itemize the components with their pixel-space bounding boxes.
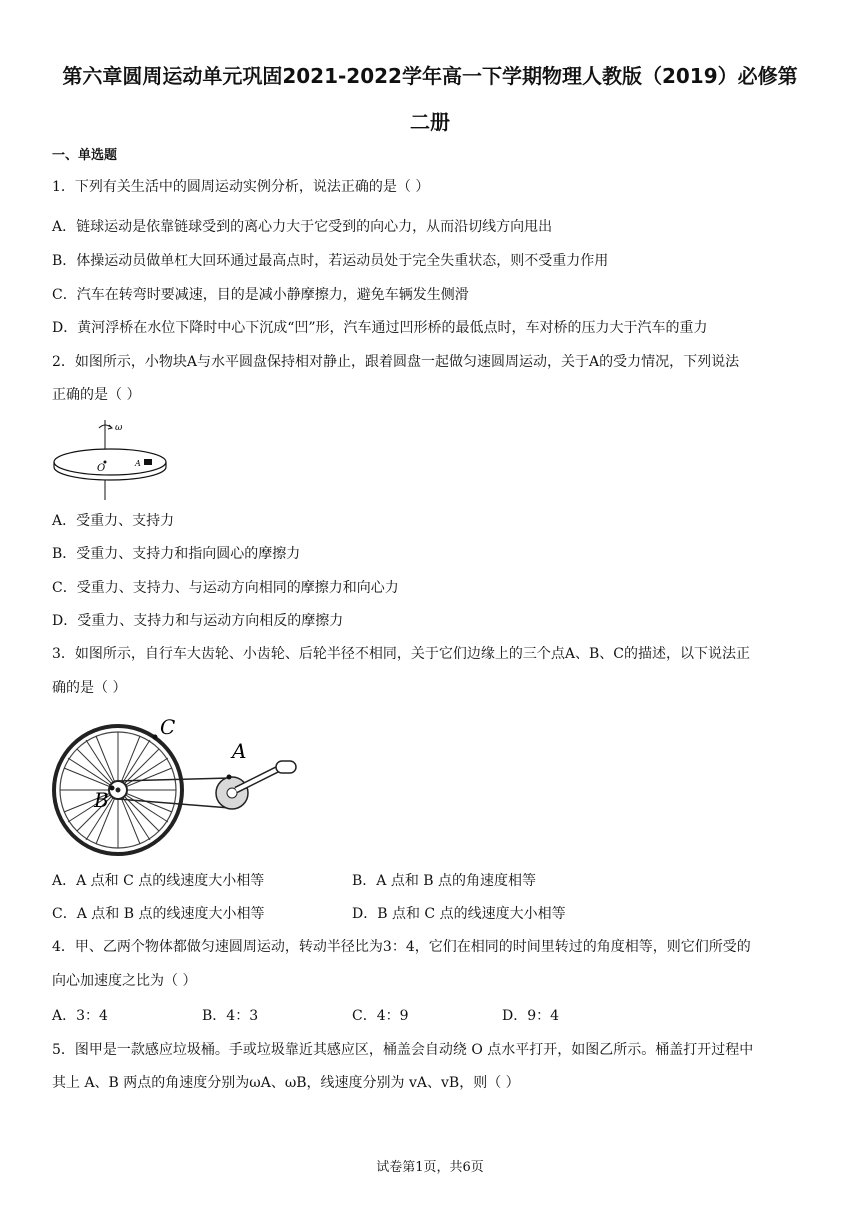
q2-option-c: C．受重力、支持力、与运动方向相同的摩擦力和向心力 bbox=[52, 580, 399, 596]
point-a-label: A bbox=[232, 739, 247, 763]
section-heading: 一、单选题 bbox=[52, 148, 118, 163]
q2-option-a: A．受重力、支持力 bbox=[52, 513, 175, 529]
q3-option-a: A．A 点和 C 点的线速度大小相等 bbox=[52, 873, 265, 889]
q4-option-c: C．4：9 bbox=[352, 1008, 409, 1024]
block-a-label: A bbox=[135, 459, 141, 468]
q3-stem-line1: 3．如图所示，自行车大齿轮、小齿轮、后轮半径不相同，关于它们边缘上的三个点A、B、C的描述，以下说法正 bbox=[52, 646, 751, 662]
point-b-label: B bbox=[94, 788, 109, 812]
page-title-continued: 二册 bbox=[410, 110, 450, 134]
q2-option-b: B．受重力、支持力和指向圆心的摩擦力 bbox=[52, 546, 301, 562]
bicycle-wheel-figure bbox=[52, 710, 302, 860]
q5-stem-line2: 其上 A、B 两点的角速度分别为ωA、ωB，线速度分别为 vA、vB，则（ ） bbox=[52, 1075, 520, 1091]
q1-option-d: D．黄河浮桥在水位下降时中心下沉成“凹”形，汽车通过凹形桥的最低点时，车对桥的压力大于汽车的重力 bbox=[52, 320, 708, 336]
q1-option-b: B．体操运动员做单杠大回环通过最高点时，若运动员处于完全失重状态，则不受重力作用 bbox=[52, 253, 609, 269]
q3-option-b: B．A 点和 B 点的角速度相等 bbox=[352, 873, 537, 889]
center-o-label: O bbox=[97, 463, 106, 474]
q2-stem-line2: 正确的是（ ） bbox=[52, 387, 141, 403]
omega-label: ω bbox=[115, 423, 123, 433]
page-title: 第六章圆周运动单元巩固2021-2022学年高一下学期物理人教版（2019）必修第 bbox=[62, 64, 798, 88]
q2-option-d: D．受重力、支持力和与运动方向相反的摩擦力 bbox=[52, 613, 344, 629]
page-footer: 试卷第1页，共6页 bbox=[376, 1160, 484, 1175]
q3-stem-line2: 确的是（ ） bbox=[52, 680, 127, 696]
q4-option-a: A．3：4 bbox=[52, 1008, 108, 1024]
q5-stem-line1: 5．图甲是一款感应垃圾桶。手或垃圾靠近其感应区，桶盖会自动绕 O 点水平打开，如图乙所示。桶盖打开过程中 bbox=[52, 1042, 754, 1058]
q2-stem-line1: 2．如图所示，小物块A与水平圆盘保持相对静止，跟着圆盘一起做匀速圆周运动，关于A的受力情况，下列说法 bbox=[52, 354, 740, 370]
q4-option-d: D．9：4 bbox=[502, 1008, 560, 1024]
q1-option-a: A．链球运动是依靠链球受到的离心力大于它受到的向心力，从而沿切线方向甩出 bbox=[52, 219, 553, 235]
point-c-label: C bbox=[160, 715, 176, 739]
q3-option-c: C．A 点和 B 点的线速度大小相等 bbox=[52, 906, 265, 922]
q1-stem: 1．下列有关生活中的圆周运动实例分析，说法正确的是（ ） bbox=[52, 179, 430, 195]
q4-stem-line2: 向心加速度之比为（ ） bbox=[52, 973, 197, 989]
q4-stem-line1: 4．甲、乙两个物体都做匀速圆周运动，转动半径比为3：4，它们在相同的时间里转过的角度相等，则它们所受的 bbox=[52, 939, 751, 955]
q3-option-d: D．B 点和 C 点的线速度大小相等 bbox=[352, 906, 566, 922]
q1-option-c: C．汽车在转弯时要减速，目的是减小静摩擦力，避免车辆发生侧滑 bbox=[52, 287, 469, 303]
q4-option-b: B．4：3 bbox=[202, 1008, 259, 1024]
turntable-figure bbox=[50, 418, 180, 502]
